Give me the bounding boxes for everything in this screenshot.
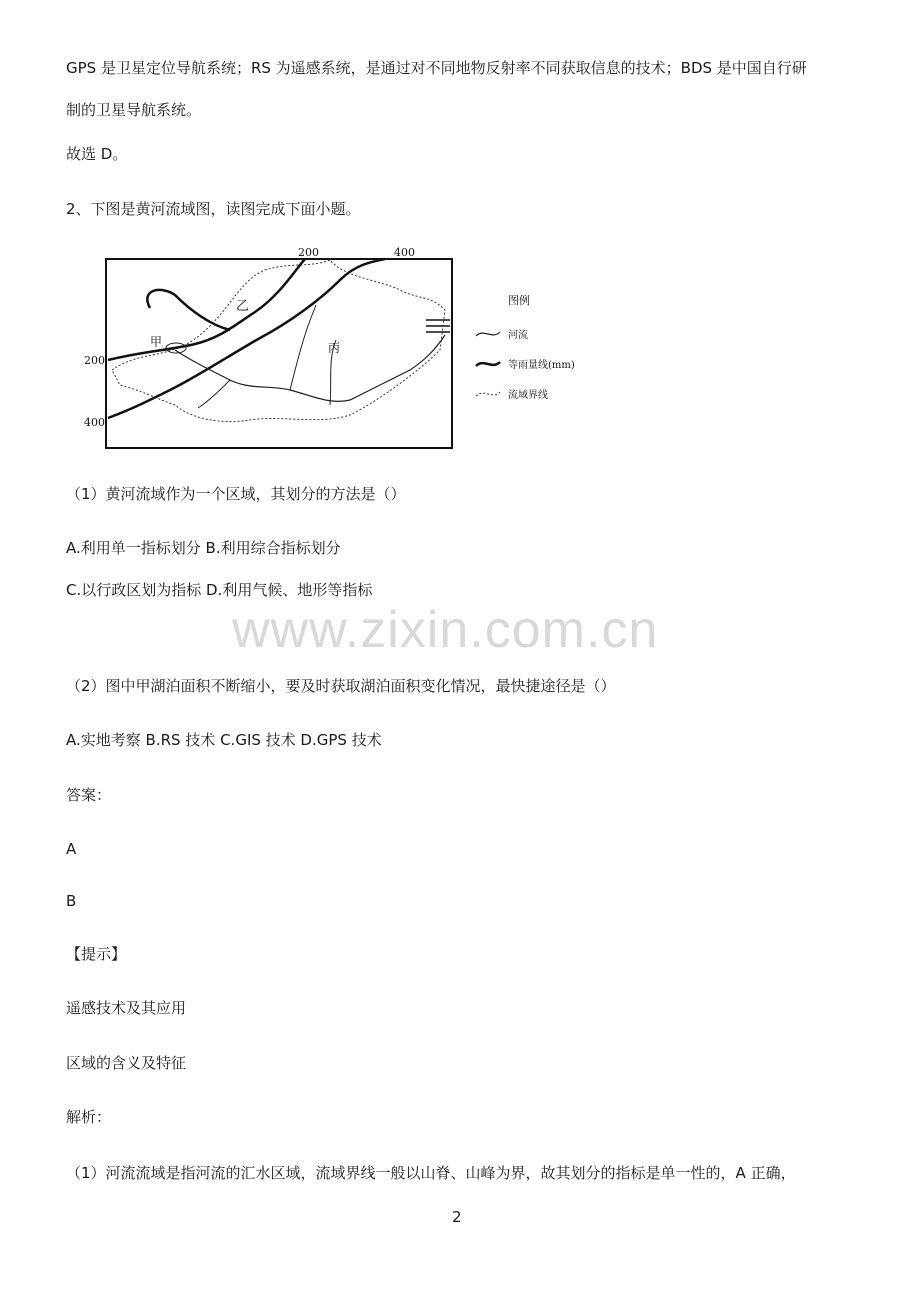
isohyet-upper: [147, 290, 230, 330]
question-1-options-cd: C.以行政区划为指标 D.利用气候、地形等指标: [66, 581, 373, 599]
yellow-river-basin-map: [80, 240, 600, 455]
question-1: （1）黄河流域作为一个区域，其划分的方法是（）: [66, 485, 406, 503]
analysis-1: （1）河流流域是指河流的汇水区域，流域界线一般以山脊、山峰为界，故其划分的指标是单一性的，A 正确，: [66, 1164, 796, 1182]
text-line-3: 故选 D。: [66, 145, 128, 163]
label-400-left: 400: [84, 416, 105, 429]
river-tributary-3: [198, 380, 230, 408]
isohyet-200: [108, 259, 305, 360]
label-jia: 甲: [150, 335, 163, 349]
legend-river: 河流: [508, 330, 528, 341]
label-200-top: 200: [298, 246, 319, 259]
hint-1: 遥感技术及其应用: [66, 999, 187, 1017]
hint-label: 【提示】: [66, 945, 127, 963]
label-yi: 乙: [236, 299, 250, 314]
coast-hatching: [426, 320, 450, 332]
analysis-label: 解析：: [66, 1108, 112, 1126]
river-main: [175, 335, 445, 401]
label-400-top: 400: [394, 246, 415, 259]
text-line-2: 制的卫星导航系统。: [66, 101, 202, 119]
text-line-1: GPS 是卫星定位导航系统；RS 为遥感系统，是通过对不同地物反射率不同获取信息的技术；BDS 是中国自行研: [66, 59, 807, 77]
legend-isohyet-swatch: [476, 362, 500, 366]
legend-title: 图例: [508, 294, 530, 307]
page-number: 2: [452, 1208, 462, 1226]
question-1-options-ab: A.利用单一指标划分 B.利用综合指标划分: [66, 539, 341, 557]
question-2: （2）图中甲湖泊面积不断缩小，要及时获取湖泊面积变化情况，最快捷途径是（）: [66, 677, 616, 695]
answer-label: 答案：: [66, 786, 112, 804]
label-200-left: 200: [84, 354, 105, 367]
answer-1: A: [66, 840, 77, 858]
watermark: www.zixin.com.cn: [232, 601, 659, 659]
question-2-options: A.实地考察 B.RS 技术 C.GIS 技术 D.GPS 技术: [66, 731, 382, 749]
answer-2: B: [66, 892, 77, 910]
legend-boundary: 流域界线: [508, 390, 548, 401]
legend-river-swatch: [476, 332, 500, 336]
legend-isohyet: 等雨量线(mm): [508, 360, 575, 371]
question-intro: 2、下图是黄河流域图，读图完成下面小题。: [66, 200, 361, 218]
hint-2: 区域的含义及特征: [66, 1054, 187, 1072]
label-bing: 丙: [328, 341, 341, 355]
legend-boundary-swatch: [476, 392, 500, 396]
